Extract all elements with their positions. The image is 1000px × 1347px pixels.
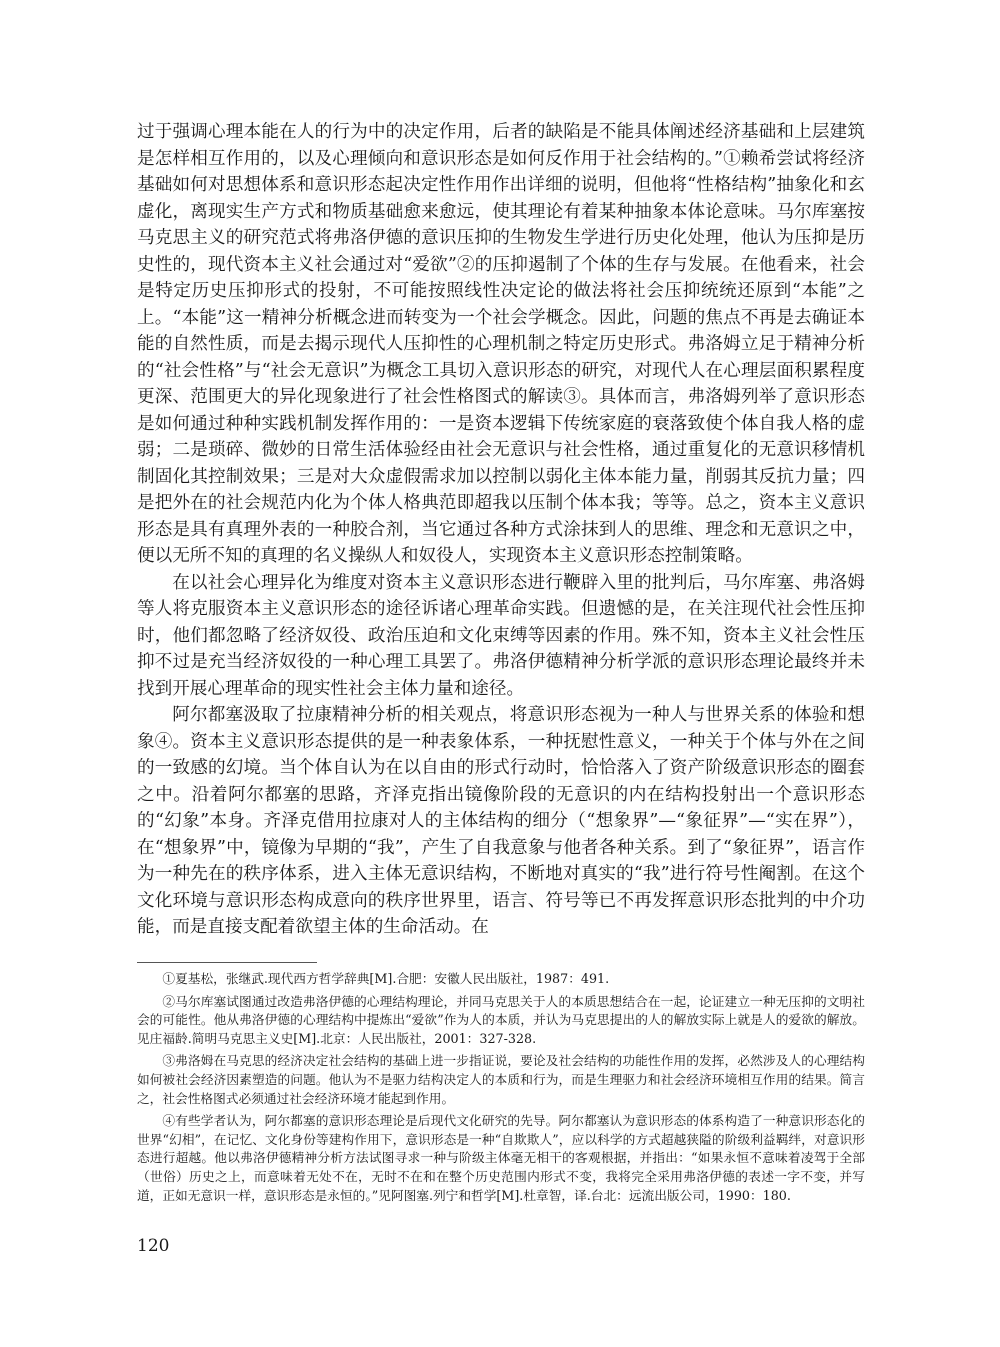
footnote-1: ①夏基松，张继武.现代西方哲学辞典[M].合肥：安徽人民出版社，1987：491. (162, 971, 610, 986)
footnote-3: ③弗洛姆在马克思的经济决定社会结构的基础上进一步指证说，要论及社会结构的功能性作用的发挥，必然涉及人的心理结构如何被社会经济因素塑造的问题。他认为不是驱力结构决定人的本质和行为，而是生理驱力和社会经济环境相互作用的结果。简言之，社会性格图式必须通过社会经济环境才能起到作用。 (137, 1053, 865, 1106)
paragraph-3: 阿尔都塞汲取了拉康精神分析的相关观点，将意识形态视为一种人与世界关系的体验和想象④。资本主义意识形态提供的是一种表象体系，一种抚慰性意义，一种关于个体与外在之间的一致感的幻境。当个体自认为在以自由的形式行动时，恰恰落入了资产阶级意识形态的圈套之中。沿着阿尔都塞的思路，齐泽克指出镜像阶段的无意识的内在结构投射出一个意识形态的“幻象”本身。齐泽克借用拉康对人的主体结构的细分（“想象界”—“象征界”—“实在界”），在“想象界”中，镜像为早期的“我”，产生了自我意象与他者各种关系。到了“象征界”，语言作为一种先在的秩序体系，进入主体无意识结构，不断地对真实的“我”进行符号性阉割。在这个文化环境与意识形态构成意向的秩序世界里，语言、符号等已不再发挥意识形态批判的中介功能，而是直接支配着欲望主体的生命活动。在 (137, 705, 865, 937)
body-text (137, 119, 865, 941)
paragraph-2: 在以社会心理异化为维度对资本主义意识形态进行鞭辟入里的批判后，马尔库塞、弗洛姆等人将克服资本主义意识形态的途径诉诸心理革命实践。但遗憾的是，在关注现代社会性压抑时，他们都忽略了经济奴役、政治压迫和文化束缚等因素的作用。殊不知，资本主义社会性压抑不过是充当经济奴役的一种心理工具罢了。弗洛伊德精神分析学派的意识形态理论最终并未找到开展心理革命的现实性社会主体力量和途径。 (137, 572, 865, 699)
footnotes (137, 970, 865, 1209)
paragraph-1: 过于强调心理本能在人的行为中的决定作用，后者的缺陷是不能具体阐述经济基础和上层建筑是怎样相互作用的，以及心理倾向和意识形态是如何反作用于社会结构的。”①赖希尝试将经济基础如何对思想体系和意识形态起决定性作用作出详细的说明，但他将“性格结构”抽象化和玄虚化，离现实生产方式和物质基础愈来愈远，使其理论有着某种抽象本体论意味。马尔库塞按马克思主义的研究范式将弗洛伊德的意识压抑的生物发生学进行历史化处理，他认为压抑是历史性的，现代资本主义社会通过对“爱欲”②的压抑遏制了个体的生存与发展。在他看来，社会是特定历史压抑形式的投射，不可能按照线性决定论的做法将社会压抑统统还原到“本能”之上。“本能”这一精神分析概念进而转变为一个社会学概念。因此，问题的焦点不再是去确证本能的自然性质，而是去揭示现代人压抑性的心理机制之特定历史形式。弗洛姆立足于精神分析的“社会性格”与“社会无意识”为概念工具切入意识形态的研究，对现代人在心理层面积累程度更深、范围更大的异化现象进行了社会性格图式的解读③。具体而言，弗洛姆列举了意识形态是如何通过种种实践机制发挥作用的：一是资本逻辑下传统家庭的衰落致使个体自我人格的虚弱；二是琐碎、微妙的日常生活体验经由社会无意识与社会性格，通过重复化的无意识移情机制固化其控制效果；三是对大众虚假需求加以控制以弱化主体本能力量，削弱其反抗力量；四是把外在的社会规范内化为个体人格典范即超我以压制个体本我；等等。总之，资本主义意识形态是具有真理外表的一种胶合剂，当它通过各种方式涂抹到人的思维、理念和无意识之中，便以无所不知的真理的名义操纵人和奴役人，实现资本主义意识形态控制策略。 (137, 122, 865, 566)
footnote-4: ④有些学者认为，阿尔都塞的意识形态理论是后现代文化研究的先导。阿尔都塞认为意识形态的体系构造了一种意识形态化的世界“幻相”，在记忆、文化身份等建构作用下，意识形态是一种“自欺欺人”，应以科学的方式超越狭隘的阶级利益羁绊，对意识形态进行超越。他以弗洛伊德精神分析方法试图寻求一种与阶级主体毫无相干的客观根据，并指出：“如果永恒不意味着凌驾于全部（世俗）历史之上，而意味着无处不在，无时不在和在整个历史范围内形式不变，我将完全采用弗洛伊德的表述一字不变，并写道，正如无意识一样，意识形态是永恒的。”见阿图塞.列宁和哲学[M].杜章智，译.台北：远流出版公司，1990：180. (137, 1113, 865, 1203)
page-number: 120 (137, 1236, 170, 1256)
footnote-2: ②马尔库塞试图通过改造弗洛伊德的心理结构理论，并同马克思关于人的本质思想结合在一起，论证建立一种无压抑的文明社会的可能性。他从弗洛伊德的心理结构中提炼出“爱欲”作为人的本质，并认为马克思提出的人的解放实际上就是人的爱欲的解放。见庄福龄.简明马克思主义史[M].北京：人民出版社，2001：327-328. (137, 993, 865, 1046)
footnote-separator (137, 962, 317, 963)
